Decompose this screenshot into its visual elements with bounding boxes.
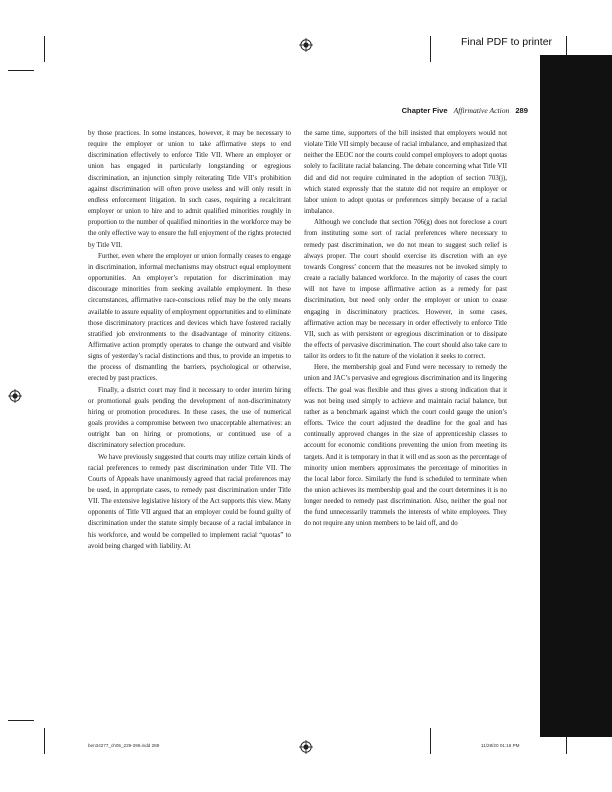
text-column-left	[88, 128, 291, 552]
registration-mark-left-icon	[8, 389, 22, 403]
crop-mark-bottom-left-h	[8, 720, 34, 721]
paragraph: Finally, a district court may find it necessary to order interim hiring or promotional goals pending the development of non-discriminatory hiring or promotion procedures. In these cases, the use of numerical goals provides a compromise between two unacceptable alternatives: an outright ban on hiring or promotions, or continued use of a discriminatory selection procedure.	[88, 386, 291, 450]
crop-mark-top-center	[430, 36, 431, 62]
chapter-thumb-tab	[540, 55, 612, 737]
running-head	[402, 106, 528, 115]
crop-mark-top-left-h	[8, 70, 34, 71]
crop-mark-top-left	[44, 36, 45, 62]
paragraph: Although we conclude that section 706(g) does not foreclose a court from instituting some sort of racial preferences where necessary to remedy past discrimination, we do not mean to suggest such relief is always proper. The court should exercise its discretion with an eye towards Congress’ concern that the measures not be invoked simply to create a racially balanced workforce. In the majority of cases the court will not have to impose affirmative action as a remedy for past discrimination, but need only order the employer or union to cease engaging in discriminatory practices. However, in some cases, affirmative action may be necessary in order effectively to enforce Title VII, such as with persistent or egregious discrimination or to dissipate the effects of pervasive discrimination. The court should also take care to tailor its orders to fit the nature of the violation it seeks to correct.	[304, 219, 507, 361]
text-column-right	[304, 128, 507, 530]
running-head-title: Affirmative Action	[453, 106, 510, 115]
registration-mark-top-icon	[299, 38, 313, 52]
paragraph: Further, even where the employer or union formally ceases to engage in discrimination, informal mechanisms may obstruct equal employment opportunities. An employer’s reputation for discrimination may discourage minorities from seeking available employment. In these circumstances, affirmative race-conscious relief may be the only means available to assure equality of employment opportunities and to eliminate those discriminatory practices and devices which have fostered racially stratified job environments to the disadvantage of minority citizens. Affirmative action promptly operates to change the outward and visible signs of yesterday’s racial distinctions and thus, to provide an impetus to the process of dismantling the barriers, psychological or otherwise, erected by past practices.	[88, 252, 291, 383]
paragraph: by those practices. In some instances, however, it may be necessary to require the employer or union to take affirmative steps to end discrimination effectively to enforce Title VII. Where an employer or union has engaged in particularly longstanding or egregious discrimination, an injunction simply reiterating Title VII’s prohibition against discrimination will often prove useless and will only result in endless enforcement litigation. In such cases, requiring a recalcitrant employer or union to hire and to admit qualified minorities roughly in proportion to the number of qualified minorities in the workforce may be the only effective way to ensure the full enjoyment of the rights protected by Title VII.	[88, 130, 291, 249]
proof-label: Final PDF to printer	[461, 36, 553, 48]
crop-mark-bottom-center	[430, 728, 431, 754]
page-number: 289	[515, 106, 528, 115]
paragraph: Here, the membership goal and Fund were necessary to remedy the union and JAC’s pervasive and egregious discrimination and its lingering effects. The goal was flexible and thus gives a strong indication that it was not being used simply to achieve and maintain racial balance, but rather as a benchmark against which the court could gauge the union’s efforts. Twice the court adjusted the deadline for the goal and has continually approved changes in the size of apprenticeship classes to account for economic conditions preventing the union from meeting its targets. And it is temporary in that it will end as soon as the percentage of minority union members approximates the percentage of minorities in the local labor force. Similarly the fund is scheduled to terminate when the union achieves its membership goal and the court determines it is no longer needed to remedy past discrimination. Also, neither the goal nor the fund unnecessarily trammels the interests of white employees. They do not require any union members to be laid off, and do	[304, 364, 507, 528]
registration-mark-bottom-icon	[299, 740, 313, 754]
footer-timestamp: 11/28/20 01:16 PM	[481, 743, 520, 748]
crop-mark-bottom-left	[44, 728, 45, 754]
paragraph: the same time, supporters of the bill insisted that employers would not violate Title VII simply because of racial imbalance, and emphasized that neither the EEOC nor the courts could compel employers to adopt quotas solely to facilitate racial balancing. The debate concerning what Title VII did and did not require culminated in the adoption of section 703(j), which stated expressly that the statute did not require an employer or labor union to adopt quotas or preferences simply because of a racial imbalance.	[304, 130, 507, 216]
footer-file-slug: ben34277_ch05_229-296.indd 289	[88, 743, 160, 748]
running-head-chapter: Chapter Five	[401, 106, 448, 115]
paragraph: We have previously suggested that courts may utilize certain kinds of racial preferences to remedy past discrimination under Title VII. The Courts of Appeals have unanimously agreed that racial preferences may be used, in appropriate cases, to remedy past discrimination under Title VII. The extensive legislative history of the Act supports this view. Many opponents of Title VII argued that an employer could be found guilty of discrimination under the statute simply because of a racial imbalance in his workforce, and would be compelled to implement racial “quotas” to avoid being charged with liability. At	[88, 453, 291, 550]
